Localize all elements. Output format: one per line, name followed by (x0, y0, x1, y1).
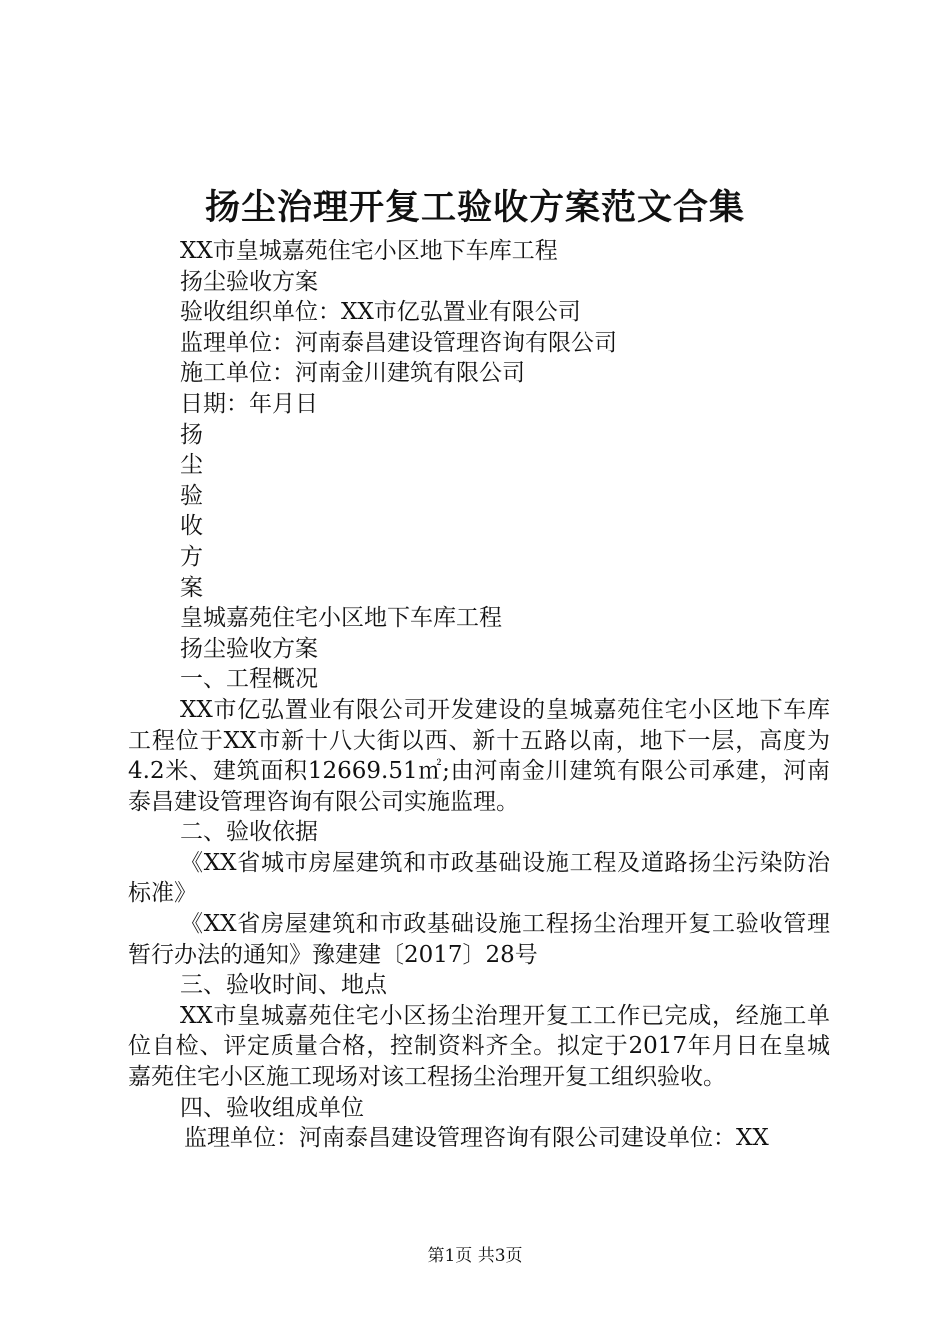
section2-reference-2: 《XX省房屋建筑和市政基础设施工程扬尘治理开复工验收管理暂行办法的通知》豫建建〔2017〕28号 (128, 911, 830, 968)
header-line-plan: 扬尘验收方案 (180, 268, 318, 295)
document-title: 扬尘治理开复工验收方案范文合集 (204, 187, 745, 228)
section4-heading: 四、验收组成单位 (180, 1094, 364, 1121)
page-footer: 第1页 共3页 (427, 1246, 523, 1266)
header-line-date: 日期：年月日 (180, 390, 318, 417)
header-line-organizer: 验收组织单位：XX市亿弘置业有限公司 (180, 299, 581, 326)
vertical-char: 案 (180, 574, 203, 601)
section1-heading: 一、工程概况 (180, 666, 318, 693)
section2-reference-1: 《XX省城市房屋建筑和市政基础设施工程及道路扬尘污染防治标准》 (128, 849, 830, 907)
section3-paragraph: XX市皇城嘉苑住宅小区扬尘治理开复工工作已完成，经施工单位自检、评定质量合格，控制资料齐全。拟定于2017年月日在皇城嘉苑住宅小区施工现场对该工程扬尘治理开复工组织验收。 (128, 1002, 830, 1091)
header-line-contractor: 施工单位：河南金川建筑有限公司 (180, 360, 525, 387)
document-body (128, 236, 830, 1154)
header-line-project: XX市皇城嘉苑住宅小区地下车库工程 (180, 238, 558, 264)
header-line-supervisor: 监理单位：河南泰昌建设管理咨询有限公司 (180, 329, 617, 356)
vertical-char: 验 (180, 482, 203, 509)
vertical-char: 尘 (180, 452, 203, 479)
project-subtitle: 扬尘验收方案 (180, 635, 318, 662)
vertical-char: 收 (180, 513, 203, 540)
vertical-char: 方 (180, 543, 203, 570)
section4-paragraph: 监理单位：河南泰昌建设管理咨询有限公司建设单位：XX (184, 1125, 769, 1152)
section2-heading: 二、验收依据 (180, 819, 318, 846)
section3-heading: 三、验收时间、地点 (180, 972, 387, 999)
section1-paragraph: XX市亿弘置业有限公司开发建设的皇城嘉苑住宅小区地下车库工程位于XX市新十八大街以西、新十五路以南，地下一层，高度为4.2米、建筑面积12669.51㎡;由河南金川建筑有限公司承建，河南泰昌建设管理咨询有限公司实施监理。 (128, 696, 830, 815)
vertical-char: 扬 (180, 421, 203, 448)
project-title: 皇城嘉苑住宅小区地下车库工程 (180, 605, 502, 632)
